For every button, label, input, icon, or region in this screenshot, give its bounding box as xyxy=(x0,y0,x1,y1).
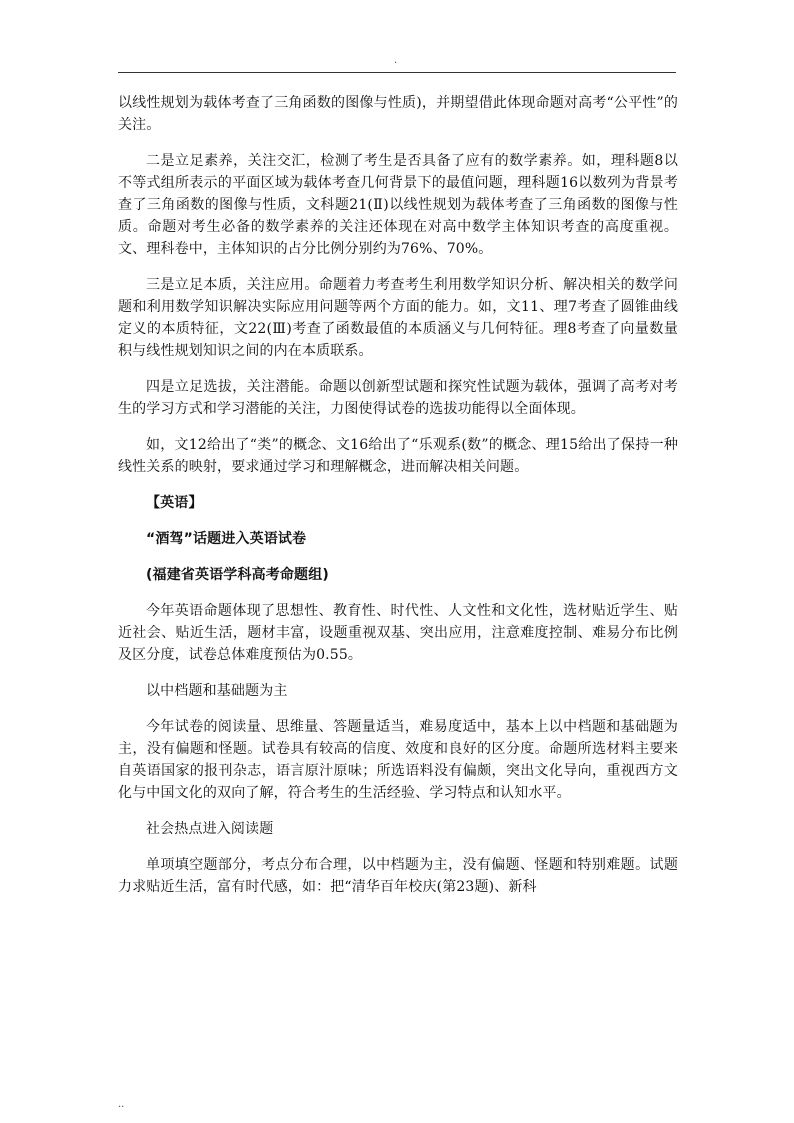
paragraph-point-3: 三是立足本质，关注应用。命题着力考查考生利用数学知识分析、解决相关的数学问题和利用数学知识解决实际应用问题等两个方面的能力。如，文11、理7考查了圆锥曲线定义的本质特征，文22(Ⅲ)考查了函数最值的本质涵义与几何特征。理8考查了向量数量积与线性规划知识之间的内在本质联系。 xyxy=(118,277,678,359)
document-body xyxy=(118,92,678,912)
paragraph-examples: 如，文12给出了“类”的概念、文16给出了“乐观系(数”的概念、理15给出了保持一种线性关系的映射，要求通过学习和理解概念，进而解决相关问题。 xyxy=(118,437,678,475)
paragraph-point-4: 四是立足选拔，关注潜能。命题以创新型试题和探究性试题为载体，强调了高考对考生的学习方式和学习潜能的关注，力图使得试卷的选拔功能得以全面体现。 xyxy=(118,379,678,417)
header-rule xyxy=(118,72,676,73)
article-title: “酒驾”话题进入英语试卷 xyxy=(146,531,307,547)
subheading-social-hotspots: 社会热点进入阅读题 xyxy=(146,821,274,837)
paragraph-english-fill-in: 单项填空题部分，考点分布合理，以中档题为主，没有偏题、怪题和特别难题。试题力求贴近生活，富有时代感，如：把“清华百年校庆(第23题)、新科 xyxy=(118,857,678,895)
subheading-medium-basic: 以中档题和基础题为主 xyxy=(146,683,288,699)
paragraph-english-reading: 今年试卷的阅读量、思维量、答题量适当，难易度适中，基本上以中档题和基础题为主，没有偏题和怪题。试卷具有较高的信度、效度和良好的区分度。命题所选材料主要来自英语国家的报刊杂志，语言原汁原味；所选语料没有偏颇，突出文化导向，重视西方文化与中国文化的双向了解，符合考生的生活经验、学习特点和认知水平。 xyxy=(118,719,678,801)
section-title-english: 【英语】 xyxy=(146,495,203,511)
paragraph-point-2: 二是立足素养，关注交汇，检测了考生是否具备了应有的数学素养。如，理科题8以不等式组所表示的平面区域为载体考查几何背景下的最值问题，理科题16以数列为背景考查了三角函数的图像与性质，文科题21(Ⅱ)以线性规划为载体考查了三角函数的图像与性质。命题对考生必备的数学素养的关注还体现在对高中数学主体知识考查的高度重视。文、理科卷中，主体知识的占分比例分别约为76%、70%。 xyxy=(118,153,678,257)
article-author: (福建省英语学科高考命题组) xyxy=(146,567,329,583)
paragraph-continuation: 以线性规划为载体考查了三角函数的图像与性质)，并期望借此体现命题对高考“公平性”的关注。 xyxy=(118,95,678,133)
paragraph-english-intro: 今年英语命题体现了思想性、教育性、时代性、人文性和文化性，选材贴近学生、贴近社会、贴近生活，题材丰富，设题重视双基、突出应用，注意难度控制、难易分布比例及区分度，试卷总体难度预估为0.55。 xyxy=(118,603,678,663)
footer-mark: .. xyxy=(118,1099,125,1110)
header-mark: . xyxy=(394,55,398,66)
